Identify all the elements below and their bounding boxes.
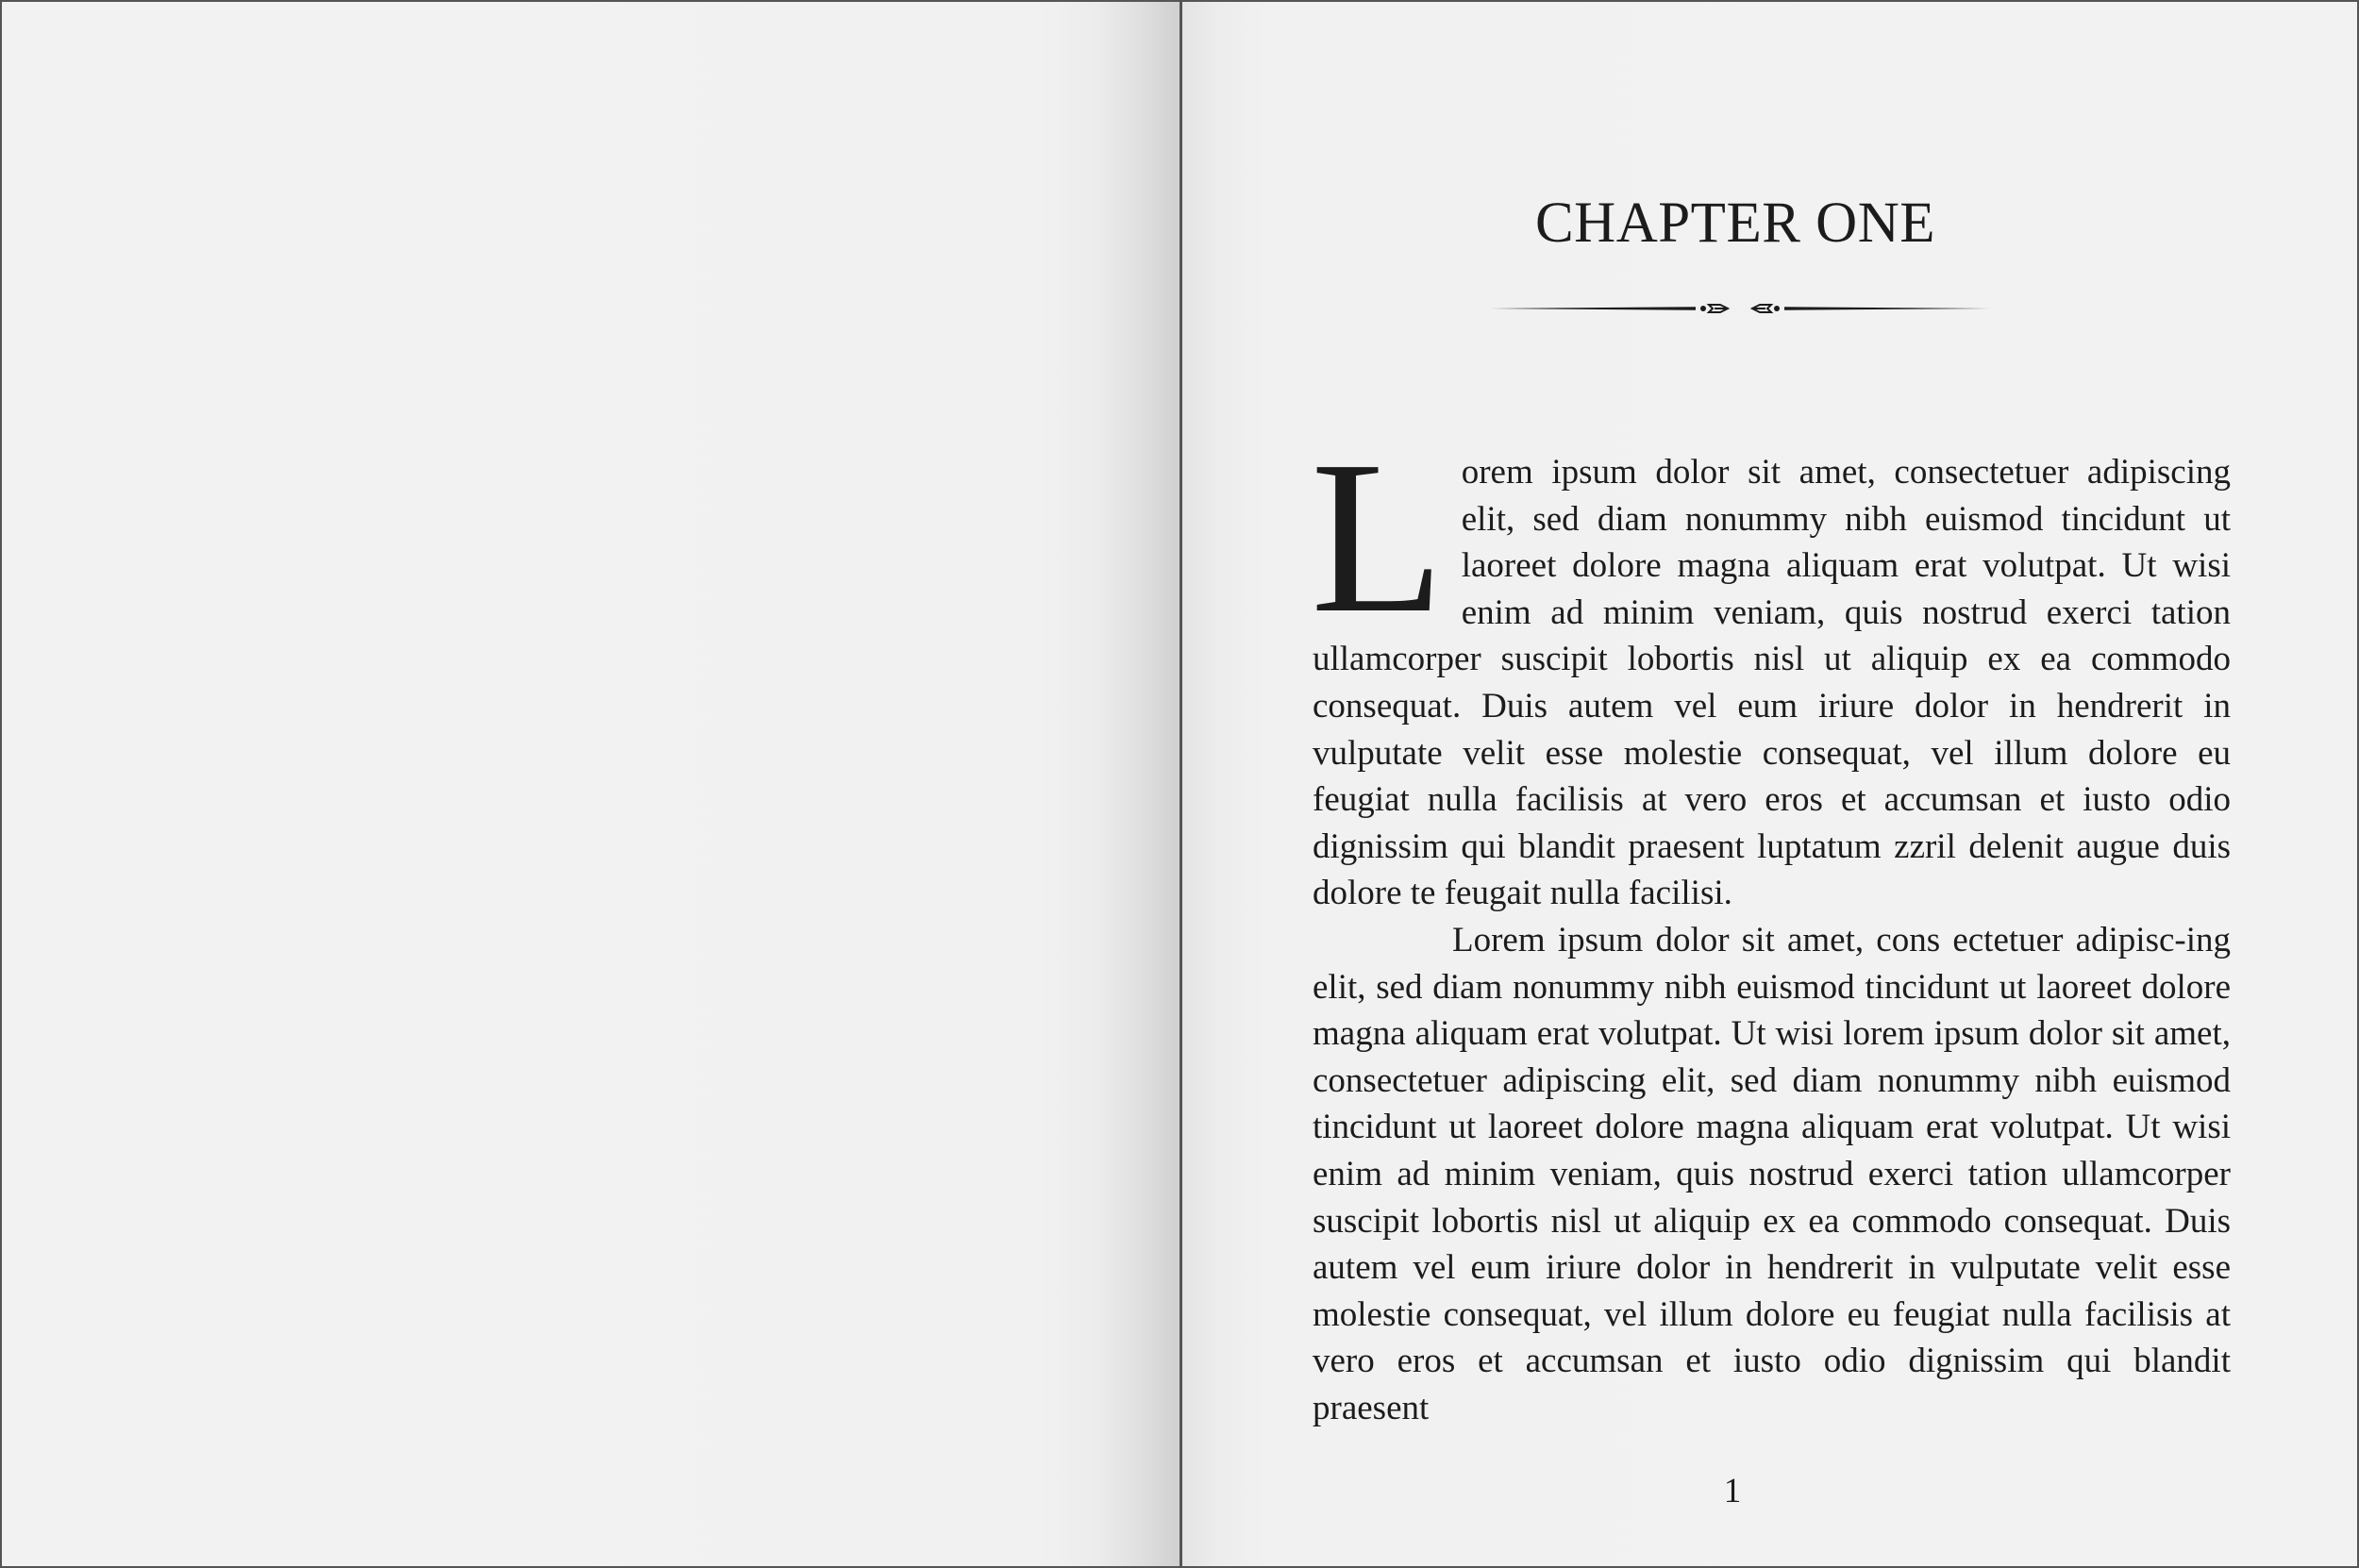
chapter-title: CHAPTER ONE [1534,192,1936,255]
drop-cap: L [1311,416,1445,659]
page-number: 1 [1723,1472,1742,1510]
paragraph-2: Lorem ipsum dolor sit amet, cons ectetuer adipisc-ing elit, sed diam nonummy nibh euismod tincidunt ut laoreet dolore magna aliquam erat volutpat. Ut wisi lorem ipsum dolor sit amet, consectetuer adipiscing elit, sed diam nonummy nibh euismod tincidunt ut laoreet dolore magna aliquam erat volutpat. Ut wisi enim ad minim veniam, quis nostrud exerci tation ullamcorper suscipit lobortis nisl ut aliquip ex ea commodo consequat. Duis autem vel eum iriure dolor in hendrerit in vulputate velit esse molestie consequat, vel illum dolore eu feugiat nulla facilisis at vero eros et accumsan et iusto odio dignissim qui blandit praesent [1313,920,2231,1427]
paragraph-1 [1311,416,2231,917]
chapter-body [1311,416,2231,1431]
right-page [1182,2,2357,1566]
paragraph-1-text: orem ipsum dolor sit amet, consectetuer adipiscing elit, sed diam nonummy nibh euismod tincidunt ut laoreet dolore magna aliquam erat volutpat. Ut wisi enim ad minim veniam, quis nostrud exerci tation ullamcorper suscipit lobortis nisl ut aliquip ex ea commodo consequat. Duis autem vel eum iriure dolor in hendrerit in vulputate velit esse molestie consequat, vel illum dolore eu feugiat nulla facilisis at vero eros et accumsan et iusto odio dignissim qui blandit praesent luptatum zzril delenit augue duis dolore te feugait nulla facilisi. [1313,453,2231,913]
left-page-blank [2,2,1180,1566]
fleuron-divider-icon [1490,294,1990,323]
